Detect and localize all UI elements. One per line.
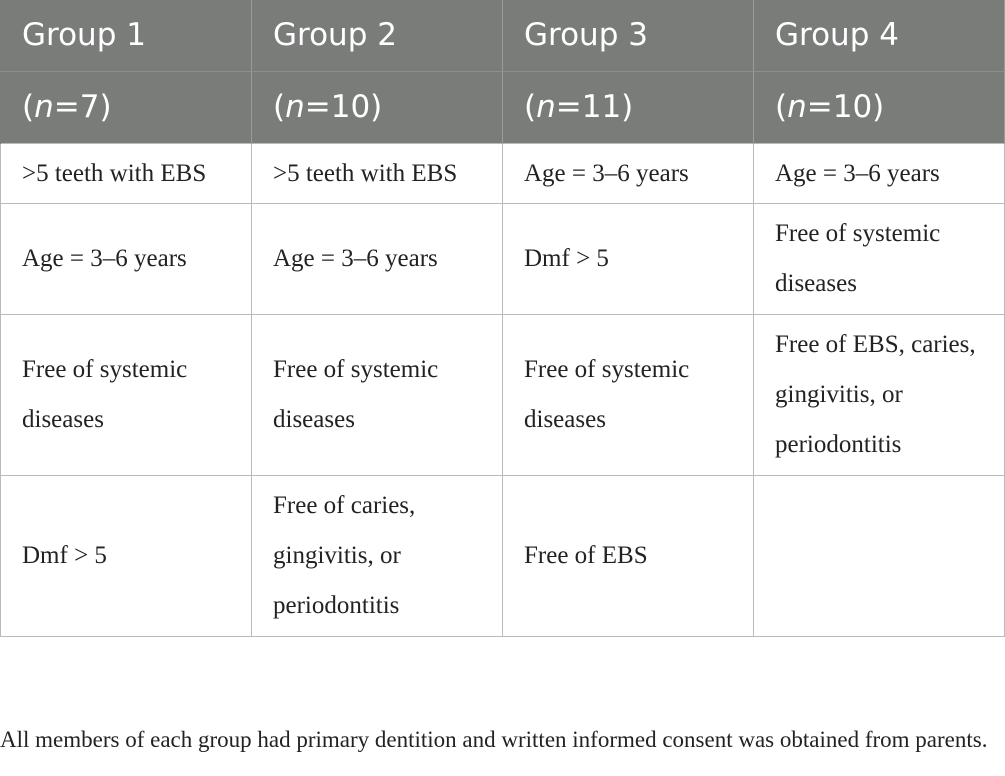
table-cell: Free of EBS	[503, 476, 754, 637]
table-cell: Free of systemic diseases	[1, 315, 252, 476]
table-cell: Age = 3–6 years	[252, 204, 503, 315]
header-group-2: Group 2	[252, 0, 503, 72]
header-group-1: Group 1	[1, 0, 252, 72]
header-n-group-3: (n=11)	[503, 72, 754, 144]
header-group-3: Group 3	[503, 0, 754, 72]
header-row-group-labels	[1, 0, 1005, 72]
table-row	[1, 476, 1005, 637]
header-n-group-4: (n=10)	[754, 72, 1005, 144]
table-cell: Age = 3–6 years	[1, 204, 252, 315]
table-cell: >5 teeth with EBS	[252, 144, 503, 204]
table-cell: Free of systemic diseases	[252, 315, 503, 476]
table-cell: Dmf > 5	[503, 204, 754, 315]
header-n-group-1: (n=7)	[1, 72, 252, 144]
table-row	[1, 315, 1005, 476]
table-cell: >5 teeth with EBS	[1, 144, 252, 204]
table-cell: Age = 3–6 years	[754, 144, 1005, 204]
table-row	[1, 144, 1005, 204]
table-cell: Free of caries, gingivitis, or periodontitis	[252, 476, 503, 637]
header-row-sample-sizes	[1, 72, 1005, 144]
table-cell: Age = 3–6 years	[503, 144, 754, 204]
header-group-4: Group 4	[754, 0, 1005, 72]
table-cell: Dmf > 5	[1, 476, 252, 637]
header-n-group-2: (n=10)	[252, 72, 503, 144]
table-footnote: All members of each group had primary dentition and written informed consent was obtained from parents.	[0, 727, 988, 752]
table-cell	[754, 476, 1005, 637]
table-cell: Free of systemic diseases	[503, 315, 754, 476]
table-cell: Free of systemic diseases	[754, 204, 1005, 315]
table-cell: Free of EBS, caries, gingivitis, or periodontitis	[754, 315, 1005, 476]
table-row	[1, 204, 1005, 315]
